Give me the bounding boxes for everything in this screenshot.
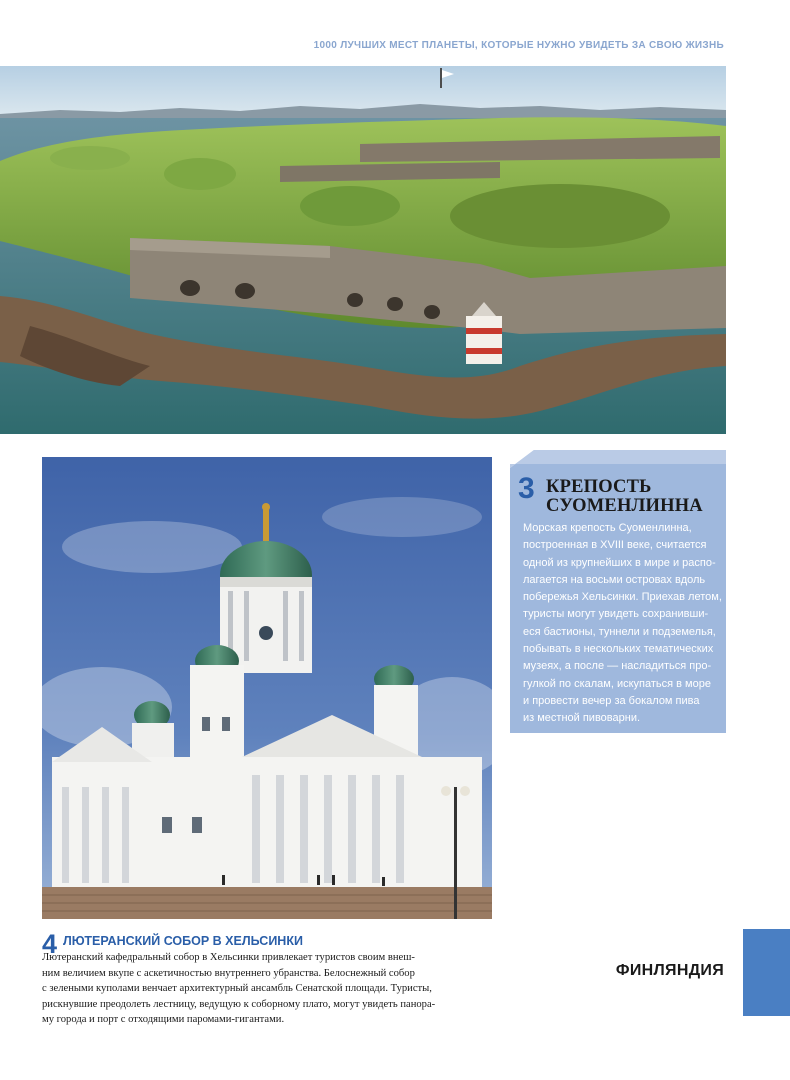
- country-label: ФИНЛЯНДИЯ: [615, 962, 724, 979]
- section4-number: 4: [42, 929, 58, 959]
- suomenlinna-info-box: [510, 450, 726, 733]
- country-tab: [743, 929, 790, 1016]
- section4-body: Лютеранский кафедральный собор в Хельсинки привлекает туристов своим внеш- ним величием вкупе с аскетичностью внутреннего убранства. Белоснежный собор с зелеными куполами венчает архитектурный ансамбль Сенатской площади. Туристы, рискнувшие преодолеть лестницу, ведущую к соборному плато, могут увидеть панора- му города и порт с отходящими паромами-гигантами.: [42, 952, 436, 1026]
- section4-title: ЛЮТЕРАНСКИЙ СОБОР В ХЕЛЬСИНКИ: [63, 934, 303, 948]
- cathedral-photo: [42, 457, 492, 919]
- section-number: 3: [518, 472, 535, 505]
- section-body: Морская крепость Суоменлинна, построенная в XVIII веке, считается одной из крупнейших в мире и распо- лагается на восьми островах вдоль побережья Хельсинки. Приехав летом, туристы могут увидеть сохранивши- еся бастионы, туннели и подземелья, побывать в нескольких тематических музеях, а после — насладиться про- гулкой по скалам, искупаться в море и провести вечер за бокалом пива из местной пивоварни.: [523, 522, 722, 725]
- fortress-photo: [0, 66, 726, 434]
- running-head: 1000 ЛУЧШИХ МЕСТ ПЛАНЕТЫ, КОТОРЫЕ НУЖНО УВИДЕТЬ ЗА СВОЮ ЖИЗНЬ: [313, 40, 724, 51]
- section-title: КРЕПОСТЬ СУОМЕНЛИННА: [546, 477, 703, 516]
